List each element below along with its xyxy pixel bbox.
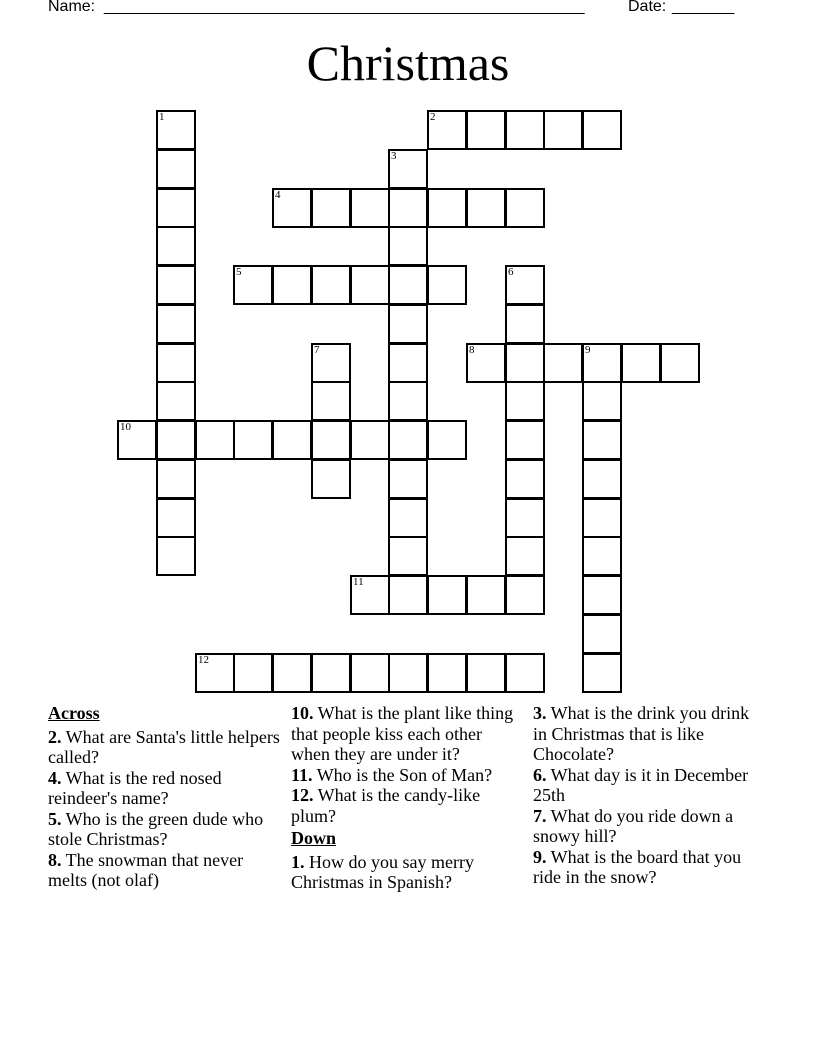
grid-cell[interactable] — [582, 575, 622, 615]
grid-cell[interactable] — [427, 420, 467, 460]
grid-cell[interactable] — [233, 265, 273, 305]
grid-cell[interactable] — [388, 226, 428, 266]
clue-text: What is the drink you drink in Christmas that is like Chocolate? — [533, 703, 750, 764]
grid-cell[interactable] — [195, 653, 235, 693]
grid-cell[interactable] — [311, 420, 351, 460]
page-title: Christmas — [306, 35, 510, 91]
grid-cell[interactable] — [388, 575, 428, 615]
down-heading: Down — [291, 828, 337, 848]
across-clue-10 — [291, 703, 521, 765]
grid-cell[interactable] — [388, 420, 428, 460]
grid-cell[interactable] — [388, 343, 428, 383]
clue-number: 5. — [48, 808, 62, 829]
cell-number: 9 — [585, 344, 591, 356]
grid-cell[interactable] — [156, 110, 196, 150]
grid-cell[interactable] — [311, 265, 351, 305]
cell-number: 8 — [469, 344, 475, 356]
date-label: Date: — [628, 0, 667, 15]
clue-number: 7. — [533, 805, 547, 826]
down-clue-6 — [533, 765, 758, 806]
down-clue-9 — [533, 847, 758, 888]
grid-cell[interactable] — [388, 149, 428, 189]
clue-text: The snowman that never melts (not olaf) — [48, 849, 244, 890]
grid-cell[interactable] — [272, 653, 312, 693]
clue-column-1 — [48, 703, 280, 891]
grid-cell[interactable] — [272, 265, 312, 305]
grid-cell[interactable] — [156, 226, 196, 266]
down-clue-7 — [533, 806, 758, 847]
clue-text: What is the candy-like plum? — [291, 785, 481, 826]
grid-cell[interactable] — [156, 304, 196, 344]
grid-cell[interactable] — [505, 188, 545, 228]
grid-cell[interactable] — [427, 265, 467, 305]
clue-number: 3. — [533, 703, 547, 723]
grid-cell[interactable] — [466, 188, 506, 228]
grid-cell[interactable] — [660, 343, 700, 383]
across-heading: Across — [48, 703, 100, 723]
cell-number: 5 — [236, 266, 242, 278]
grid-cell[interactable] — [156, 536, 196, 576]
cell-number: 6 — [508, 266, 514, 278]
grid-cell[interactable] — [195, 420, 235, 460]
grid-cell[interactable] — [427, 575, 467, 615]
clue-text: Who is the green dude who stole Christmas? — [48, 808, 264, 849]
cell-number: 1 — [159, 111, 165, 123]
clue-text: Who is the Son of Man? — [312, 764, 493, 785]
clue-number: 1. — [291, 851, 305, 872]
clue-text: What day is it in December 25th — [533, 764, 749, 805]
grid-cell[interactable] — [233, 653, 273, 693]
down-clue-3 — [533, 703, 758, 765]
clue-number: 12. — [291, 785, 314, 805]
clue-number: 2. — [48, 726, 62, 747]
name-blank-line[interactable]: ______________________________________________________ — [104, 0, 585, 15]
grid-cell[interactable] — [350, 265, 390, 305]
clue-number: 10. — [291, 703, 314, 723]
cell-number: 12 — [198, 654, 209, 666]
grid-cell[interactable] — [350, 188, 390, 228]
grid-cell[interactable] — [388, 459, 428, 499]
grid-cell[interactable] — [582, 498, 622, 538]
cell-number: 3 — [391, 150, 397, 162]
grid-cell[interactable] — [505, 420, 545, 460]
grid-cell[interactable] — [582, 110, 622, 150]
grid-cell[interactable] — [505, 536, 545, 576]
clue-number: 6. — [533, 764, 547, 785]
grid-cell[interactable] — [543, 110, 583, 150]
grid-cell[interactable] — [156, 188, 196, 228]
grid-cell[interactable] — [117, 420, 157, 460]
grid-cell[interactable] — [350, 653, 390, 693]
grid-cell[interactable] — [505, 459, 545, 499]
clue-number: 11. — [291, 764, 313, 785]
clue-text: What do you ride down a snowy hill? — [533, 805, 734, 846]
grid-cell[interactable] — [505, 265, 545, 305]
grid-cell[interactable] — [582, 653, 622, 693]
grid-cell[interactable] — [156, 420, 196, 460]
grid-cell[interactable] — [505, 343, 545, 383]
grid-cell[interactable] — [505, 381, 545, 421]
grid-cell[interactable] — [272, 420, 312, 460]
clue-number: 4. — [48, 767, 62, 788]
grid-cell[interactable] — [156, 343, 196, 383]
grid-cell[interactable] — [543, 343, 583, 383]
clue-number: 9. — [533, 846, 547, 867]
grid-cell[interactable] — [427, 110, 467, 150]
grid-cell[interactable] — [582, 536, 622, 576]
grid-cell[interactable] — [466, 110, 506, 150]
across-clue-4 — [48, 768, 280, 809]
grid-cell[interactable] — [388, 381, 428, 421]
grid-cell[interactable] — [350, 420, 390, 460]
clue-text: What is the board that you ride in the snow? — [533, 846, 742, 887]
grid-cell[interactable] — [311, 459, 351, 499]
grid-cell[interactable] — [427, 653, 467, 693]
clue-text: How do you say merry Christmas in Spanish? — [291, 851, 474, 892]
grid-cell[interactable] — [272, 188, 312, 228]
grid-cell[interactable] — [582, 420, 622, 460]
grid-cell[interactable] — [505, 575, 545, 615]
grid-cell[interactable] — [505, 653, 545, 693]
cell-number: 7 — [314, 344, 320, 356]
grid-cell[interactable] — [350, 575, 390, 615]
grid-cell[interactable] — [388, 304, 428, 344]
grid-cell[interactable] — [427, 188, 467, 228]
grid-cell[interactable] — [505, 110, 545, 150]
grid-cell[interactable] — [311, 381, 351, 421]
grid-cell[interactable] — [388, 188, 428, 228]
clue-column-2 — [291, 703, 521, 893]
grid-cell[interactable] — [388, 265, 428, 305]
clue-text: What are Santa's little helpers called? — [48, 726, 280, 767]
date-blank-line[interactable]: _______ — [672, 0, 735, 15]
cell-number: 11 — [353, 576, 364, 588]
grid-cell[interactable] — [582, 614, 622, 654]
cell-number: 10 — [120, 421, 131, 433]
clue-number: 8. — [48, 849, 62, 870]
grid-cell[interactable] — [466, 343, 506, 383]
clue-text: What is the red nosed reindeer's name? — [48, 767, 222, 808]
grid-cell[interactable] — [156, 265, 196, 305]
grid-cell[interactable] — [505, 498, 545, 538]
grid-cell[interactable] — [466, 575, 506, 615]
grid-cell[interactable] — [233, 420, 273, 460]
grid-cell[interactable] — [156, 498, 196, 538]
cell-number: 4 — [275, 189, 281, 201]
grid-cell[interactable] — [311, 343, 351, 383]
across-clue-5 — [48, 809, 280, 850]
grid-cell[interactable] — [621, 343, 661, 383]
grid-cell[interactable] — [505, 304, 545, 344]
grid-cell[interactable] — [311, 188, 351, 228]
cell-number: 2 — [430, 111, 436, 123]
across-clue-8 — [48, 850, 280, 891]
grid-cell[interactable] — [156, 459, 196, 499]
across-clue-12 — [291, 785, 521, 826]
name-label: Name: — [48, 0, 96, 15]
clue-text: What is the plant like thing that people kiss each other when they are under it? — [291, 703, 514, 764]
grid-cell[interactable] — [388, 498, 428, 538]
grid-cell[interactable] — [582, 343, 622, 383]
grid-cell[interactable] — [582, 459, 622, 499]
clue-column-3 — [533, 703, 758, 888]
grid-cell[interactable] — [388, 536, 428, 576]
down-clue-1 — [291, 852, 521, 893]
grid-cell[interactable] — [582, 381, 622, 421]
grid-cell[interactable] — [466, 653, 506, 693]
across-clue-2 — [48, 727, 280, 768]
grid-cell[interactable] — [156, 381, 196, 421]
grid-cell[interactable] — [156, 149, 196, 189]
across-clue-11 — [291, 765, 521, 786]
grid-cell[interactable] — [388, 653, 428, 693]
grid-cell[interactable] — [311, 653, 351, 693]
